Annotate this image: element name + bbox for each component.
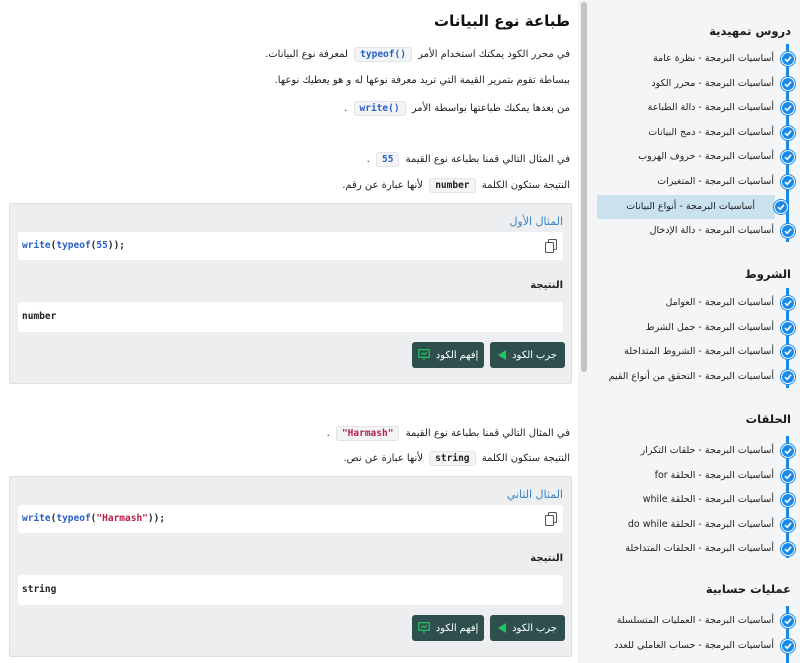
- sidebar-item-label: أساسيات البرمجة - حلقات التكرار: [640, 445, 774, 456]
- sidebar-item-0-7[interactable]: [597, 219, 800, 243]
- sidebar-item-label: أساسيات البرمجة - العمليات المتسلسلة: [616, 615, 774, 626]
- sidebar-item-label: أساسيات البرمجة - نظرة عامة: [652, 53, 774, 64]
- sidebar-item-label: أساسيات البرمجة - حساب العاملي للعدد: [614, 639, 774, 651]
- sidebar-section-title: الشروط: [744, 267, 791, 281]
- check-circle-icon: [774, 200, 788, 214]
- text: من بعدها يمكنك طباعتها بواسطة الأمر: [411, 103, 570, 114]
- sidebar-item-0-2[interactable]: [597, 96, 800, 120]
- sidebar-section-title: دروس تمهيدية: [709, 24, 791, 38]
- text: لأنها عبارة عن رقم.: [342, 180, 424, 191]
- code-token: typeof: [56, 513, 91, 524]
- text: النتيجة ستكون الكلمة: [481, 180, 570, 191]
- text: .: [366, 154, 370, 165]
- code-token: (: [50, 240, 57, 251]
- inline-code: "Harmash": [336, 426, 399, 441]
- inline-code: string: [429, 451, 475, 466]
- sidebar-section-title: الحلقات: [745, 412, 791, 426]
- sidebar-item-2-2[interactable]: [597, 488, 800, 512]
- check-circle-icon: [781, 345, 795, 359]
- check-circle-icon: [781, 444, 795, 458]
- sidebar-item-3-0[interactable]: [597, 609, 800, 633]
- code-token: (: [50, 513, 57, 524]
- inline-code: 55: [376, 152, 399, 167]
- check-circle-icon: [781, 321, 795, 335]
- code-token: write: [22, 513, 51, 524]
- check-circle-icon: [781, 77, 795, 91]
- check-circle-icon: [781, 639, 795, 653]
- check-circle-icon: [781, 101, 795, 115]
- sidebar-item-label: أساسيات البرمجة - محرر الكود: [651, 77, 774, 89]
- check-circle-icon: [781, 370, 795, 384]
- sidebar-item-0-5[interactable]: [597, 170, 800, 194]
- example-1-explanation: [342, 178, 570, 193]
- sidebar-item-2-1[interactable]: [597, 464, 800, 488]
- code-line: [22, 240, 125, 251]
- sidebar-item-label: أساسيات البرمجة - أنواع البيانات: [626, 200, 755, 212]
- sidebar-item-label: أساسيات البرمجة - الحلقة do while: [627, 518, 774, 530]
- check-circle-icon: [781, 150, 795, 164]
- try-code-button[interactable]: [490, 342, 565, 368]
- page-title: طباعة نوع البيانات: [434, 12, 570, 30]
- intro-paragraph-3: [344, 101, 570, 116]
- understand-code-button[interactable]: [412, 342, 484, 368]
- play-icon: [498, 623, 506, 633]
- code-token: ));: [147, 513, 166, 524]
- check-circle-icon: [781, 126, 795, 140]
- intro-paragraph-2: ببساطة تقوم بتمرير القيمة التي تريد معرفة نوعها له و هو يعطيك نوعها.: [274, 75, 570, 86]
- sidebar-item-1-1[interactable]: [597, 316, 800, 340]
- sidebar-item-label: أساسيات البرمجة - الحلقات المتداخلة: [625, 543, 774, 555]
- text: النتيجة ستكون الكلمة: [481, 453, 570, 464]
- code-token: (: [90, 513, 97, 524]
- understand-code-button[interactable]: [412, 615, 484, 641]
- sidebar-item-0-1[interactable]: [597, 72, 800, 96]
- code-token: 55: [96, 240, 108, 251]
- code-token: ));: [107, 240, 126, 251]
- check-circle-icon: [781, 493, 795, 507]
- sidebar-item-label: أساسيات البرمجة - دالة الإدخال: [649, 225, 774, 237]
- sidebar-item-label: أساسيات البرمجة - المتغيرات: [657, 176, 774, 187]
- check-circle-icon: [781, 52, 795, 66]
- check-circle-icon: [781, 296, 795, 310]
- scrollbar-thumb[interactable]: [581, 2, 587, 372]
- result-output: string: [22, 584, 57, 595]
- check-circle-icon: [781, 518, 795, 532]
- example-box-2: [9, 476, 572, 657]
- code-token: (: [90, 240, 97, 251]
- sidebar-section-title: عمليات حسابية: [705, 582, 791, 596]
- code-token: "Harmash": [96, 513, 148, 524]
- presentation-icon: [418, 622, 430, 634]
- sidebar-item-0-3[interactable]: [597, 121, 800, 145]
- text: في المثال التالي قمنا بطباعة نوع القيمة: [405, 154, 570, 165]
- inline-code: number: [429, 178, 475, 193]
- content-scrollbar[interactable]: [578, 0, 590, 663]
- code-token: write: [22, 240, 51, 251]
- result-box: [18, 302, 563, 332]
- sidebar-item-2-0[interactable]: [597, 439, 800, 463]
- example-title: المثال الثاني: [506, 488, 563, 501]
- example-2-intro: [327, 426, 570, 441]
- text: .: [344, 103, 348, 114]
- sidebar-item-label: أساسيات البرمجة - حروف الهروب: [638, 151, 774, 163]
- sidebar-item-label: أساسيات البرمجة - دالة الطباعة: [647, 102, 774, 114]
- result-label: النتيجة: [530, 280, 563, 291]
- check-circle-icon: [781, 542, 795, 556]
- sidebar-item-1-2[interactable]: [597, 340, 800, 364]
- button-label: جرب الكود: [512, 622, 557, 634]
- check-circle-icon: [781, 175, 795, 189]
- text: لأنها عبارة عن نص.: [343, 453, 424, 464]
- sidebar-item-label: أساسيات البرمجة - الحلقة while: [642, 494, 774, 506]
- sidebar-item-label: أساسيات البرمجة - التحقق من أنواع القيم: [608, 370, 774, 382]
- sidebar-item-0-0[interactable]: [597, 47, 800, 71]
- intro-paragraph-1: [265, 47, 570, 62]
- sidebar-item-3-1[interactable]: [597, 634, 800, 658]
- code-token: typeof: [56, 240, 91, 251]
- check-circle-icon: [781, 224, 795, 238]
- example-title: المثال الأول: [509, 215, 563, 228]
- sidebar-item-2-4[interactable]: [597, 537, 800, 561]
- sidebar-item-1-3[interactable]: [597, 365, 800, 389]
- check-circle-icon: [781, 469, 795, 483]
- button-label: إفهم الكود: [435, 349, 479, 361]
- sidebar-item-0-4[interactable]: [597, 145, 800, 169]
- sidebar-item-2-3[interactable]: [597, 513, 800, 537]
- check-circle-icon: [781, 614, 795, 628]
- button-label: إفهم الكود: [435, 622, 479, 634]
- text: في المثال التالي قمنا بطباعة نوع القيمة: [405, 428, 570, 439]
- sidebar-item-label: أساسيات البرمجة - دمج البيانات: [648, 126, 774, 138]
- play-icon: [498, 350, 506, 360]
- sidebar-item-label: أساسيات البرمجة - الشروط المتداخلة: [624, 346, 774, 358]
- example-2-explanation: [343, 451, 570, 466]
- copy-icon[interactable]: [545, 239, 557, 253]
- text: في محرر الكود يمكنك استخدام الأمر: [418, 49, 570, 60]
- result-output: number: [22, 311, 57, 322]
- code-block: [18, 505, 563, 533]
- result-label: النتيجة: [530, 553, 563, 564]
- try-code-button[interactable]: [490, 615, 565, 641]
- inline-code: write(): [354, 101, 406, 116]
- sidebar-item-label: أساسيات البرمجة - العوامل: [665, 297, 774, 308]
- code-block: [18, 232, 563, 260]
- text: لمعرفة نوع البيانات.: [265, 49, 348, 60]
- presentation-icon: [418, 349, 430, 361]
- code-line: [22, 513, 165, 524]
- sidebar-item-label: أساسيات البرمجة - الحلقة for: [654, 469, 774, 481]
- example-1-intro: [367, 152, 570, 167]
- copy-icon[interactable]: [545, 512, 557, 526]
- sidebar-item-1-0[interactable]: [597, 291, 800, 315]
- lessons-sidebar: [590, 0, 800, 663]
- sidebar-item-0-6[interactable]: [597, 195, 775, 219]
- example-box-1: [9, 203, 572, 384]
- sidebar-item-label: أساسيات البرمجة - جمل الشرط: [645, 321, 774, 333]
- text: .: [326, 428, 330, 439]
- button-label: جرب الكود: [512, 349, 557, 361]
- inline-code: typeof(): [354, 47, 412, 62]
- result-box: [18, 575, 563, 605]
